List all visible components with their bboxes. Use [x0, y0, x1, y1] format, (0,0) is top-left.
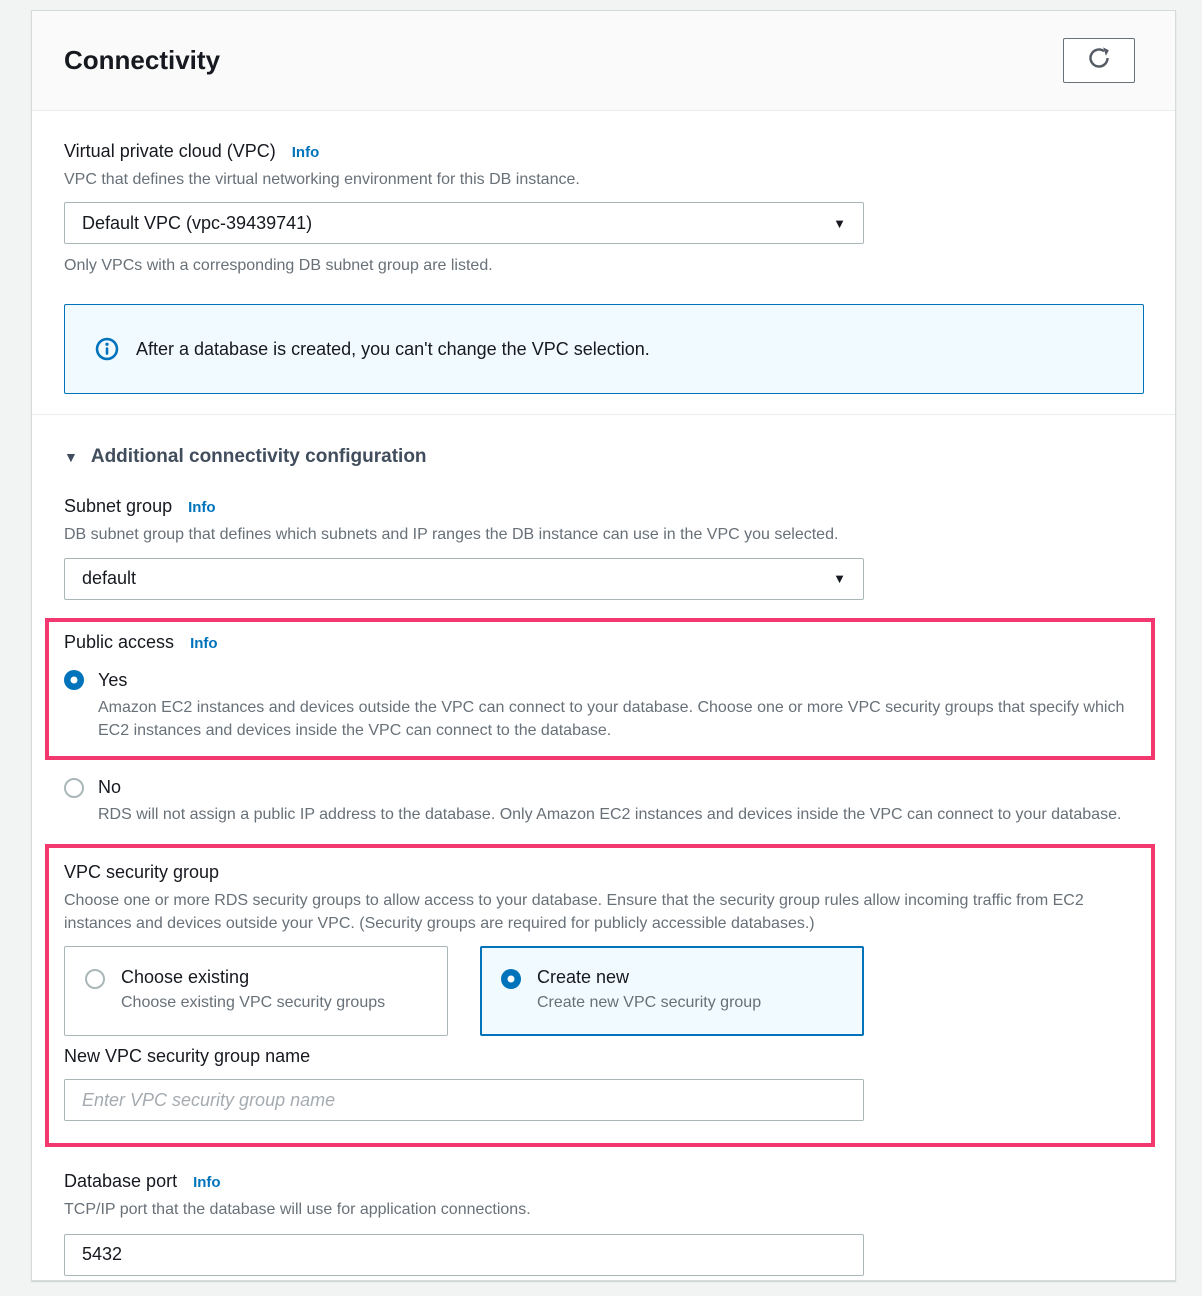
database-port-field — [64, 1171, 1143, 1275]
database-port-description: TCP/IP port that the database will use for application connections. — [64, 1201, 531, 1219]
database-port-label: Database port — [64, 1171, 178, 1192]
vpc-security-group-description: Choose one or more RDS security groups to allow access to your database. Ensure that the security group rules allow incoming traffic from EC2 instances and devices outside your VPC. (Security groups are required for publicly accessible databases.) — [64, 892, 1084, 932]
radio-no[interactable] — [64, 778, 84, 798]
database-port-input[interactable] — [64, 1234, 864, 1276]
refresh-icon — [1085, 44, 1113, 77]
database-port-info-link[interactable]: Info — [193, 1174, 221, 1192]
new-sg-name-input[interactable] — [64, 1079, 864, 1121]
vpc-alert-text: After a database is created, you can't change the VPC selection. — [136, 338, 650, 359]
create-new-description: Create new VPC security group — [537, 994, 762, 1012]
refresh-button[interactable] — [1063, 38, 1135, 83]
panel-title: Connectivity — [64, 45, 221, 75]
choose-existing-label: Choose existing — [121, 967, 250, 988]
radio-create-new[interactable] — [501, 969, 521, 989]
triangle-down-icon: ▼ — [64, 449, 78, 466]
create-new-label: Create new — [537, 967, 630, 988]
subnet-group-info-link[interactable]: Info — [188, 499, 216, 517]
radio-yes-description: Amazon EC2 instances and devices outside the VPC can connect to your database. Choose one or more VPC security groups that specify which EC2 instances and devices inside the VPC can connect to the database. — [98, 698, 1125, 739]
panel-header — [32, 11, 1175, 111]
choose-existing-tile[interactable] — [64, 946, 448, 1036]
subnet-group-field — [64, 496, 1143, 599]
radio-no-label: No — [98, 777, 122, 798]
radio-no-description: RDS will not assign a public IP address to the database. Only Amazon EC2 instances and devices inside the VPC can connect to your database. — [98, 806, 1122, 824]
vpc-select-value: Default VPC (vpc-39439741) — [82, 212, 313, 233]
chevron-down-icon: ▼ — [833, 215, 846, 231]
public-access-label: Public access — [64, 631, 175, 652]
vpc-description: VPC that defines the virtual networking environment for this DB instance. — [64, 171, 580, 188]
subnet-group-select[interactable] — [64, 558, 864, 600]
additional-config-expander[interactable] — [64, 446, 1143, 468]
vpc-info-link[interactable]: Info — [291, 144, 320, 161]
section-divider — [32, 414, 1175, 415]
subnet-group-select-value: default — [82, 568, 137, 589]
vpc-label: Virtual private cloud (VPC) — [64, 141, 276, 161]
chevron-down-icon: ▼ — [833, 571, 846, 587]
public-access-no-option[interactable] — [64, 777, 1143, 826]
connectivity-panel — [31, 10, 1176, 1281]
vpc-info-alert — [64, 304, 1144, 394]
public-access-yes-option[interactable] — [64, 670, 1143, 742]
vpc-security-group-highlight-box — [45, 844, 1155, 1147]
radio-yes[interactable] — [64, 670, 84, 690]
public-access-highlight-box — [45, 618, 1155, 760]
choose-existing-description: Choose existing VPC security groups — [121, 994, 386, 1012]
vpc-field — [64, 141, 1143, 275]
create-new-tile[interactable] — [480, 946, 864, 1036]
vpc-select[interactable] — [64, 202, 864, 244]
subnet-group-description: DB subnet group that defines which subnets and IP ranges the DB instance can use in the VPC you selected. — [64, 526, 839, 544]
additional-config-title: Additional connectivity configuration — [90, 446, 427, 468]
subnet-group-label: Subnet group — [64, 496, 173, 517]
radio-yes-label: Yes — [98, 669, 128, 690]
new-sg-name-label: New VPC security group name — [64, 1046, 311, 1067]
radio-choose-existing[interactable] — [85, 969, 105, 989]
info-circle-icon — [94, 336, 120, 362]
vpc-security-group-label: VPC security group — [64, 862, 220, 883]
public-access-info-link[interactable]: Info — [190, 634, 218, 652]
vpc-helper-text: Only VPCs with a corresponding DB subnet group are listed. — [64, 257, 493, 275]
